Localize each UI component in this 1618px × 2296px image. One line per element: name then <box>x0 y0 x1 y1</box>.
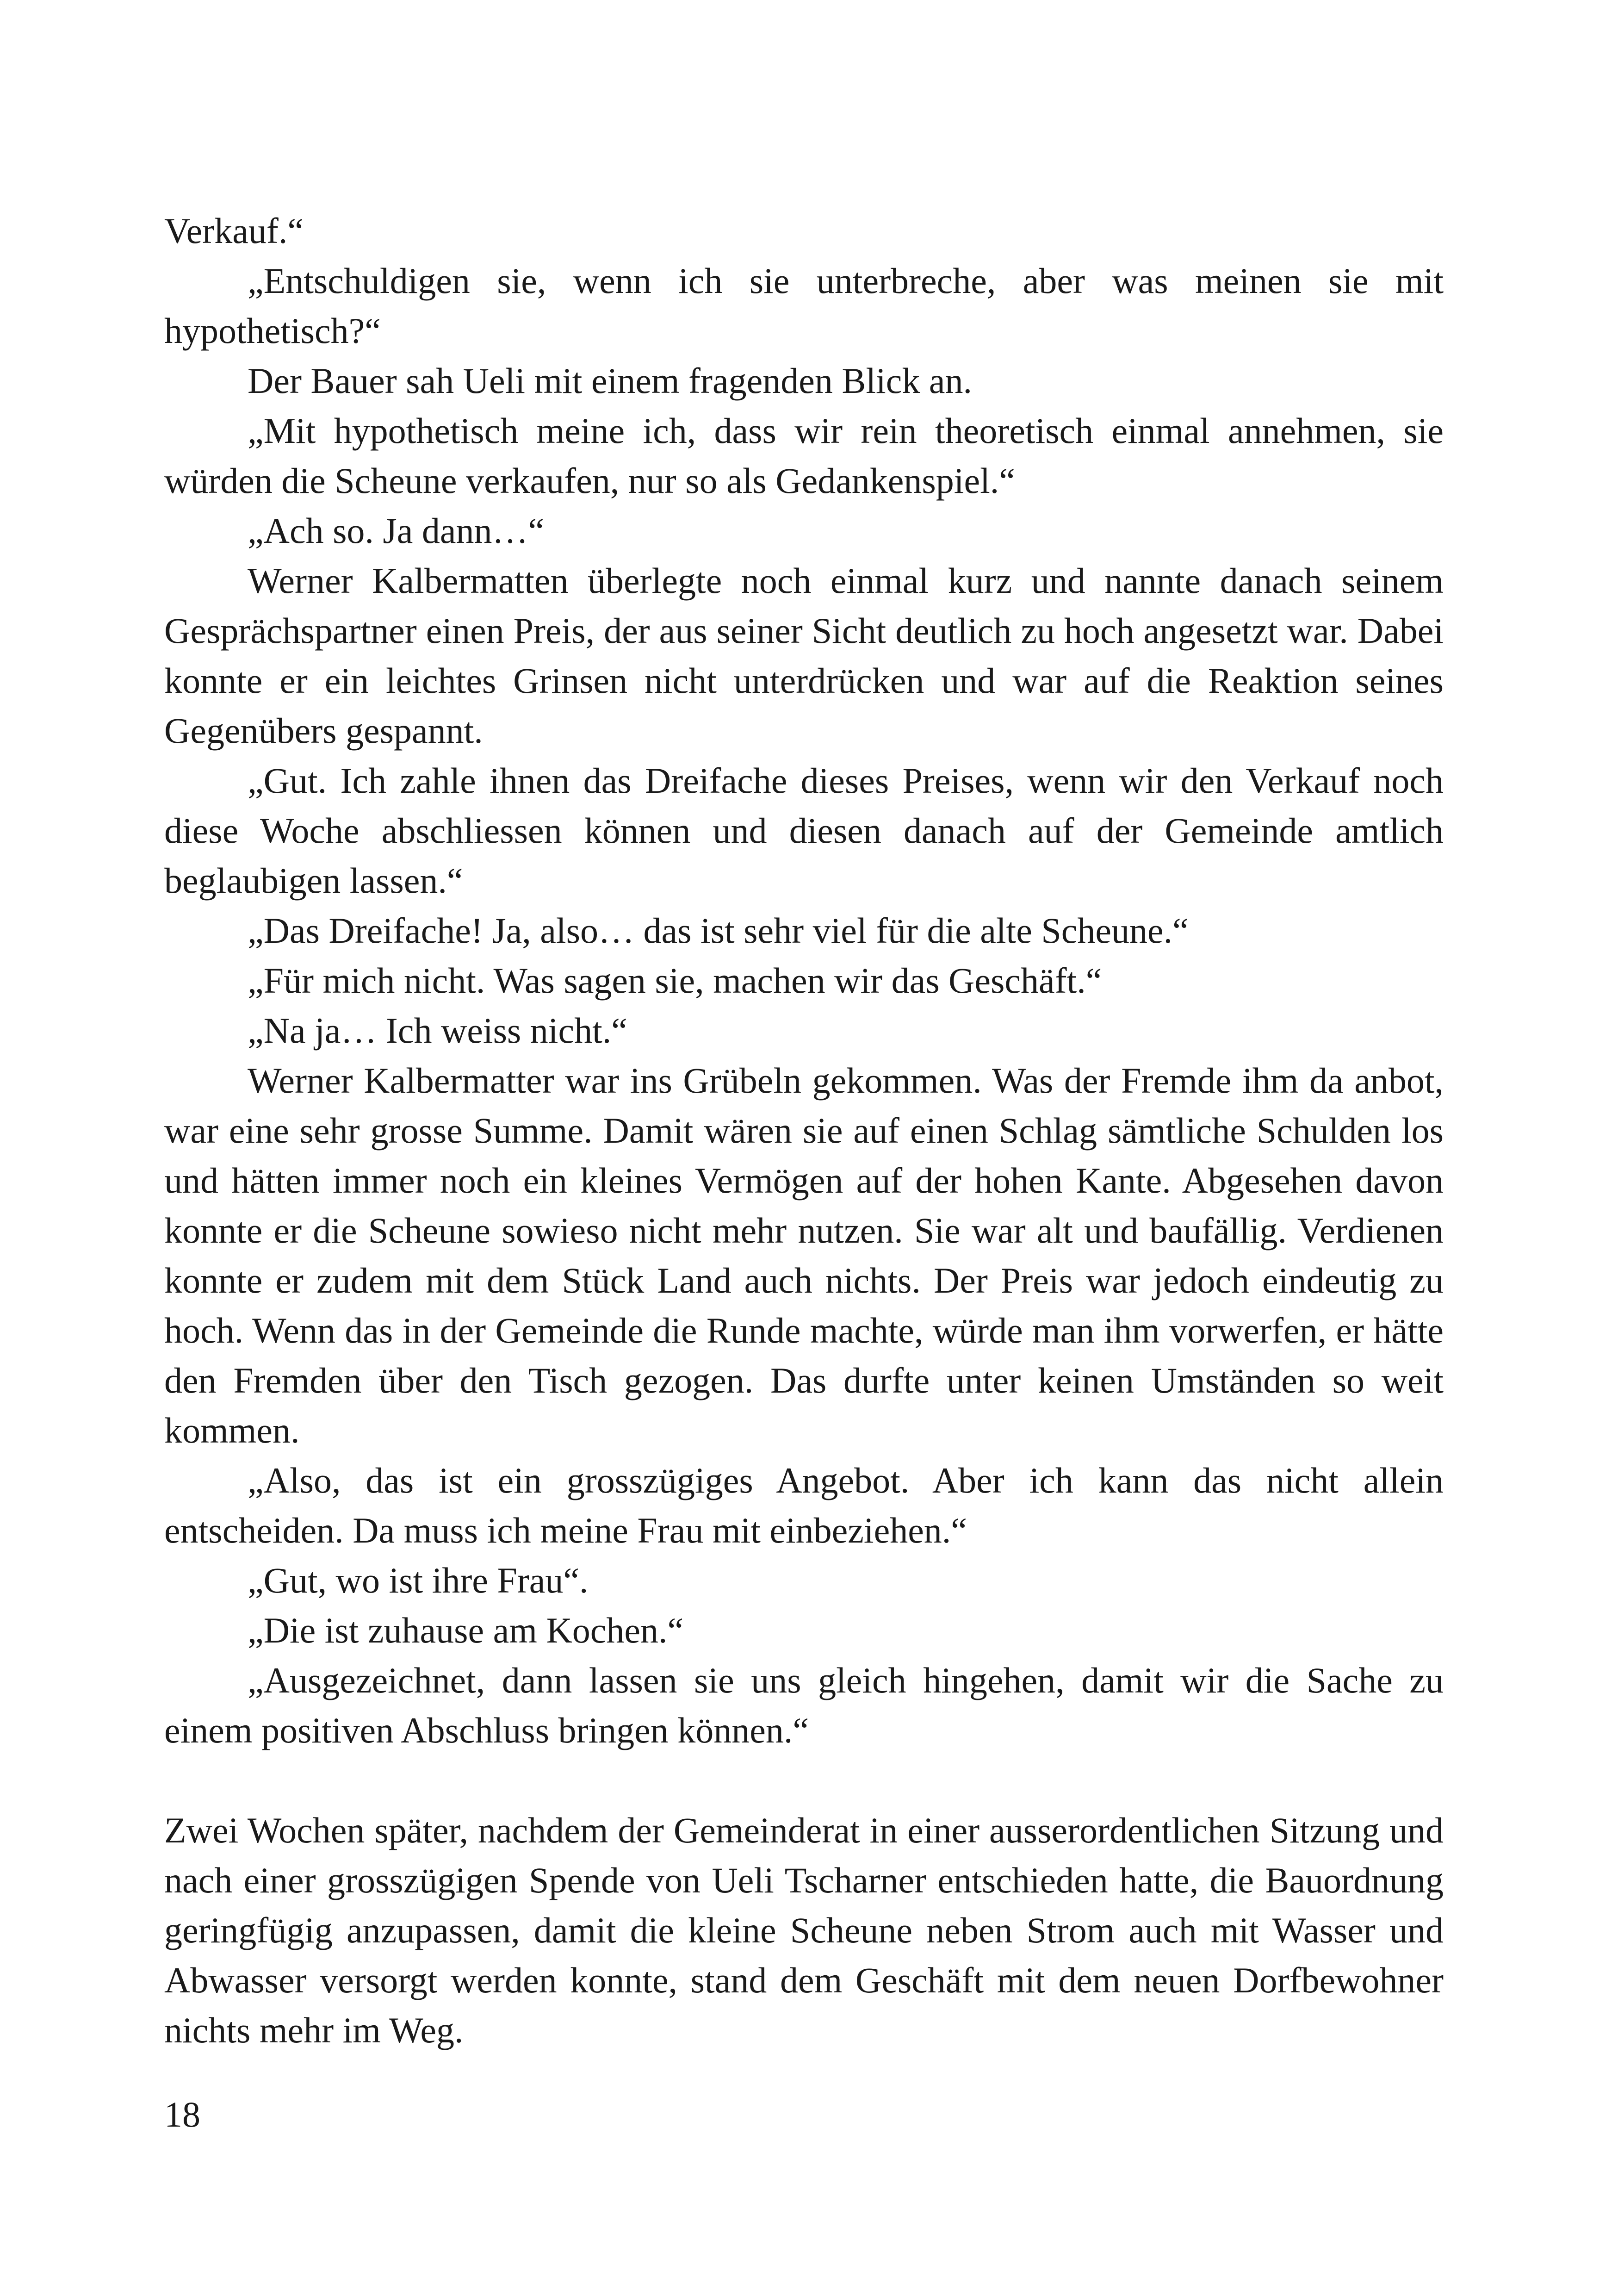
paragraph: „Gut. Ich zahle ihnen das Dreifache dieses Preises, wenn wir den Verkauf noch diese Woche abschliessen können und diesen danach auf der Gemeinde amtlich beglaubigen lassen.“ <box>164 760 1444 901</box>
section-paragraph: Zwei Wochen später, nachdem der Gemeinderat in einer ausserordentlichen Sitzung und nach einer grosszügigen Spende von Ueli Tscharner entschieden hatte, die Bauordnung geringfügig anzupassen, damit die kleine Scheune neben Strom auch mit Wasser und Abwasser versorgt werden konnte, stand dem Geschäft mit dem neuen Dorfbewohner nichts mehr im Weg. <box>164 1810 1444 2050</box>
paragraph: „Also, das ist ein grosszügiges Angebot. Aber ich kann das nicht allein entscheiden. Da muss ich meine Frau mit einbeziehen.“ <box>164 1460 1444 1550</box>
paragraph: „Na ja… Ich weiss nicht.“ <box>248 1010 627 1051</box>
page-number: 18 <box>164 2094 200 2134</box>
paragraph: Der Bauer sah Ueli mit einem fragenden Blick an. <box>248 361 972 401</box>
paragraph: „Gut, wo ist ihre Frau“. <box>248 1560 589 1600</box>
paragraph: Verkauf.“ <box>164 211 304 251</box>
paragraph: Werner Kalbermatter war ins Grübeln gekommen. Was der Fremde ihm da anbot, war eine sehr grosse Summe. Damit wären sie auf einen Schlag sämtliche Schulden los und hätten immer noch ein kleines Vermögen auf der hohen Kante. Abgesehen davon konnte er die Scheune sowieso nicht mehr nutzen. Sie war alt und baufällig. Verdienen konnte er zudem mit dem Stück Land auch nichts. Der Preis war jedoch eindeutig zu hoch. Wenn das in der Gemeinde die Runde machte, würde man ihm vorwerfen, er hätte den Fremden über den Tisch gezogen. Das durfte unter keinen Umständen so weit kommen. <box>164 1060 1444 1450</box>
paragraph: „Ach so. Ja dann…“ <box>248 510 545 551</box>
paragraph: „Ausgezeichnet, dann lassen sie uns gleich hingehen, damit wir die Sache zu einem positiven Abschluss bringen können.“ <box>164 1660 1444 1750</box>
paragraph: Werner Kalbermatten überlegte noch einmal kurz und nannte danach seinem Gesprächspartner einen Preis, der aus seiner Sicht deutlich zu hoch angesetzt war. Dabei konnte er ein leichtes Grinsen nicht unterdrücken und war auf die Reaktion seines Gegenübers gespannt. <box>164 560 1444 751</box>
paragraph: „Die ist zuhause am Kochen.“ <box>248 1610 684 1650</box>
paragraph: „Mit hypothetisch meine ich, dass wir rein theoretisch einmal annehmen, sie würden die Scheune verkaufen, nur so als Gedankenspiel.“ <box>164 411 1444 501</box>
paragraph: „Das Dreifache! Ja, also… das ist sehr viel für die alte Scheune.“ <box>248 910 1189 951</box>
body-text <box>164 206 1444 2055</box>
paragraph: „Entschuldigen sie, wenn ich sie unterbreche, aber was meinen sie mit hypothetisch?“ <box>164 261 1444 351</box>
paragraph: „Für mich nicht. Was sagen sie, machen wir das Geschäft.“ <box>248 960 1102 1001</box>
